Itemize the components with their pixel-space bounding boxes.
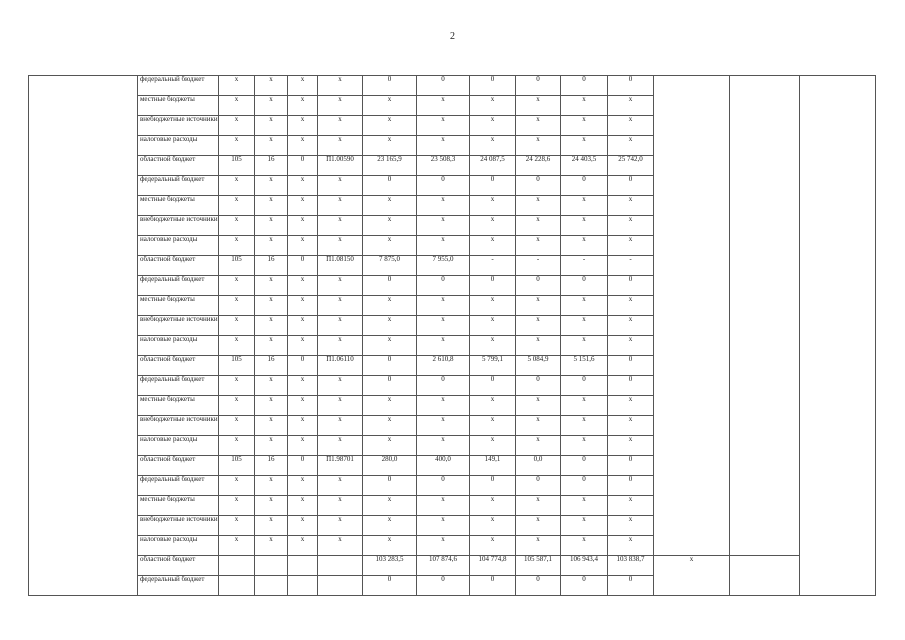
table-cell: 105 xyxy=(219,456,255,476)
table-row xyxy=(29,556,876,576)
table-cell: х xyxy=(255,196,288,216)
table-cell: х xyxy=(255,116,288,136)
table-cell: 0 xyxy=(417,176,470,196)
table-cell: х xyxy=(219,196,255,216)
table-cell: х xyxy=(470,216,516,236)
table-cell: х xyxy=(608,336,654,356)
table-cell: 105 xyxy=(219,356,255,376)
funding-source-label: областной бюджет xyxy=(138,556,219,576)
table-cell: х xyxy=(561,496,608,516)
table-cell: х xyxy=(561,296,608,316)
table-cell: х xyxy=(288,216,318,236)
funding-source-label: внебюджетные источники xyxy=(138,416,219,436)
table-cell: х xyxy=(363,336,417,356)
table-cell: 103 838,7 xyxy=(608,556,654,576)
table-cell: х xyxy=(318,236,363,256)
table-cell: П1.06110 xyxy=(318,356,363,376)
table-cell: х xyxy=(288,176,318,196)
table-cell: х xyxy=(255,516,288,536)
table-cell: х xyxy=(363,316,417,336)
table-cell: х xyxy=(219,336,255,356)
table-cell: 0 xyxy=(608,76,654,96)
table-cell: х xyxy=(255,416,288,436)
table-cell: х xyxy=(255,476,288,496)
table-cell: х xyxy=(417,196,470,216)
table-cell: 0 xyxy=(470,76,516,96)
table-cell: х xyxy=(417,216,470,236)
funding-source-label: местные бюджеты xyxy=(138,496,219,516)
table-cell: 280,0 xyxy=(363,456,417,476)
table-cell: 24 087,5 xyxy=(470,156,516,176)
table-cell: х xyxy=(255,176,288,196)
table-cell: 107 874,6 xyxy=(417,556,470,576)
funding-source-label: местные бюджеты xyxy=(138,196,219,216)
table-cell xyxy=(318,556,363,576)
table-cell: 0 xyxy=(363,356,417,376)
table-cell: х xyxy=(288,276,318,296)
table-cell: х xyxy=(318,136,363,156)
funding-source-label: внебюджетные источники xyxy=(138,116,219,136)
indicator-cell xyxy=(654,76,730,556)
table-cell: х xyxy=(516,496,561,516)
table-cell: 0 xyxy=(288,456,318,476)
table-cell: х xyxy=(516,116,561,136)
table-cell: х xyxy=(219,116,255,136)
table-cell: х xyxy=(363,116,417,136)
table-cell: х xyxy=(363,496,417,516)
table-cell: х xyxy=(318,216,363,236)
table-cell: 23 508,3 xyxy=(417,156,470,176)
table-cell: 0 xyxy=(470,176,516,196)
table-cell xyxy=(255,576,288,596)
table-cell: 0 xyxy=(470,376,516,396)
table-cell: х xyxy=(288,496,318,516)
table-cell: х xyxy=(470,516,516,536)
table-cell: х xyxy=(255,276,288,296)
table-cell: х xyxy=(219,136,255,156)
table-cell: 0 xyxy=(561,276,608,296)
table-cell: 0 xyxy=(608,576,654,596)
table-cell: х xyxy=(608,316,654,336)
funding-source-label: федеральный бюджет xyxy=(138,576,219,596)
table-cell: х xyxy=(255,336,288,356)
table-cell: х xyxy=(608,216,654,236)
table-cell: х xyxy=(288,396,318,416)
table-cell: х xyxy=(318,496,363,516)
table-cell: х xyxy=(288,416,318,436)
table-cell: х xyxy=(219,76,255,96)
table-cell: 0 xyxy=(417,76,470,96)
table-cell: 105 587,1 xyxy=(516,556,561,576)
table-cell: х xyxy=(318,176,363,196)
table-cell: х xyxy=(417,396,470,416)
table-cell: 0 xyxy=(516,176,561,196)
funding-source-label: налоговые расходы xyxy=(138,336,219,356)
table-cell: х xyxy=(288,476,318,496)
table-cell: х xyxy=(255,396,288,416)
table-cell: х xyxy=(516,516,561,536)
table-cell: х xyxy=(561,236,608,256)
table-cell: х xyxy=(417,536,470,556)
table-cell: х xyxy=(561,216,608,236)
table-cell: 0 xyxy=(608,476,654,496)
table-cell: х xyxy=(255,436,288,456)
table-cell: х xyxy=(288,536,318,556)
table-cell: х xyxy=(608,96,654,116)
table-cell: 0 xyxy=(363,276,417,296)
table-cell: 0 xyxy=(516,576,561,596)
table-cell: х xyxy=(516,416,561,436)
table-cell: х xyxy=(470,236,516,256)
table-cell: х xyxy=(318,296,363,316)
table-cell: 0 xyxy=(608,376,654,396)
table-cell: х xyxy=(363,436,417,456)
table-cell: х xyxy=(516,236,561,256)
table-cell: х xyxy=(417,136,470,156)
table-cell: 25 742,0 xyxy=(608,156,654,176)
table-cell: х xyxy=(417,296,470,316)
table-cell: х xyxy=(363,236,417,256)
table-cell: х xyxy=(470,416,516,436)
table-cell: х xyxy=(255,136,288,156)
table-cell: х xyxy=(608,496,654,516)
table-cell: х xyxy=(288,196,318,216)
funding-source-label: областной бюджет xyxy=(138,356,219,376)
table-cell: х xyxy=(470,196,516,216)
table-cell: х xyxy=(318,76,363,96)
funding-source-label: областной бюджет xyxy=(138,256,219,276)
table-cell: х xyxy=(255,376,288,396)
table-cell: - xyxy=(516,256,561,276)
table-cell: х xyxy=(288,96,318,116)
funding-source-label: местные бюджеты xyxy=(138,396,219,416)
table-cell: 0 xyxy=(561,376,608,396)
page-number: 2 xyxy=(450,31,455,42)
table-cell: х xyxy=(417,336,470,356)
table-cell: х xyxy=(417,516,470,536)
funding-source-label: налоговые расходы xyxy=(138,136,219,156)
table-cell: х xyxy=(318,316,363,336)
table-cell: х xyxy=(561,136,608,156)
table-cell: х xyxy=(363,516,417,536)
table-cell: х xyxy=(470,96,516,116)
table-cell: 0 xyxy=(608,276,654,296)
table-cell: х xyxy=(318,336,363,356)
table-cell: 105 xyxy=(219,156,255,176)
table-cell: 0 xyxy=(470,476,516,496)
table-cell: 16 xyxy=(255,456,288,476)
table-cell: 0 xyxy=(288,256,318,276)
funding-source-label: местные бюджеты xyxy=(138,96,219,116)
table-cell: 23 165,9 xyxy=(363,156,417,176)
table-cell: х xyxy=(219,476,255,496)
funding-source-label: внебюджетные источники xyxy=(138,316,219,336)
table-cell: х xyxy=(417,96,470,116)
table-cell: 24 228,6 xyxy=(516,156,561,176)
budget-table xyxy=(28,75,876,596)
table-cell: х xyxy=(363,296,417,316)
table-cell: х xyxy=(318,96,363,116)
table-cell: 0 xyxy=(561,576,608,596)
table-cell: 103 283,5 xyxy=(363,556,417,576)
table-cell: 106 943,4 xyxy=(561,556,608,576)
table-cell: х xyxy=(255,296,288,316)
table-cell: х xyxy=(417,416,470,436)
table-cell: 0 xyxy=(608,356,654,376)
table-cell: х xyxy=(608,116,654,136)
table-cell xyxy=(255,556,288,576)
table-cell: х xyxy=(363,196,417,216)
table-cell: х xyxy=(363,416,417,436)
table-cell: х xyxy=(470,296,516,316)
table-cell: х xyxy=(561,396,608,416)
table-cell: х xyxy=(288,136,318,156)
table-cell: х xyxy=(417,316,470,336)
table-cell: х xyxy=(255,316,288,336)
table-cell: 0 xyxy=(561,76,608,96)
table-cell: х xyxy=(288,76,318,96)
table-cell: х xyxy=(608,236,654,256)
funding-source-label: федеральный бюджет xyxy=(138,176,219,196)
table-cell: 0 xyxy=(417,476,470,496)
table-cell xyxy=(288,556,318,576)
funding-source-label: областной бюджет xyxy=(138,156,219,176)
table-cell: х xyxy=(363,96,417,116)
table-cell: х xyxy=(219,176,255,196)
table-cell: х xyxy=(288,516,318,536)
table-cell: х xyxy=(561,96,608,116)
indicator-cell: х xyxy=(654,556,730,596)
table-cell: х xyxy=(255,536,288,556)
table-cell: х xyxy=(516,316,561,336)
table-cell: х xyxy=(561,536,608,556)
funding-source-label: федеральный бюджет xyxy=(138,376,219,396)
table-cell: х xyxy=(363,216,417,236)
table-cell: х xyxy=(608,196,654,216)
table-cell: 0 xyxy=(417,376,470,396)
table-cell: х xyxy=(516,216,561,236)
table-cell: 0,0 xyxy=(516,456,561,476)
table-cell: х xyxy=(318,376,363,396)
funding-source-label: налоговые расходы xyxy=(138,236,219,256)
table-cell: 2 610,8 xyxy=(417,356,470,376)
table-cell: х xyxy=(417,236,470,256)
table-cell: 0 xyxy=(363,576,417,596)
table-cell: х xyxy=(608,296,654,316)
funding-source-label: местные бюджеты xyxy=(138,296,219,316)
table-cell: 0 xyxy=(561,176,608,196)
table-cell: х xyxy=(255,236,288,256)
table-cell: 149,1 xyxy=(470,456,516,476)
table-cell: 0 xyxy=(470,576,516,596)
table-cell: х xyxy=(470,116,516,136)
table-body xyxy=(29,76,876,596)
table-cell: 7 955,0 xyxy=(417,256,470,276)
table-cell: х xyxy=(255,216,288,236)
table-cell xyxy=(219,556,255,576)
table-cell: х xyxy=(318,516,363,536)
table-cell: 0 xyxy=(608,176,654,196)
table-cell: 0 xyxy=(516,476,561,496)
target-cell xyxy=(800,76,876,596)
funding-source-label: внебюджетные источники xyxy=(138,516,219,536)
table-cell: 0 xyxy=(363,76,417,96)
table-cell: х xyxy=(608,416,654,436)
table-cell: 7 875,0 xyxy=(363,256,417,276)
table-cell: х xyxy=(516,436,561,456)
table-cell: х xyxy=(219,96,255,116)
table-cell: х xyxy=(288,336,318,356)
table-cell: х xyxy=(417,496,470,516)
table-cell: х xyxy=(561,336,608,356)
funding-source-label: федеральный бюджет xyxy=(138,476,219,496)
table-cell: х xyxy=(470,336,516,356)
funding-source-label: внебюджетные источники xyxy=(138,216,219,236)
table-cell: х xyxy=(516,136,561,156)
row-group-name-cell xyxy=(29,76,138,596)
table-cell: х xyxy=(219,276,255,296)
table-cell: х xyxy=(417,116,470,136)
table-cell xyxy=(219,576,255,596)
table-cell: х xyxy=(470,136,516,156)
table-cell: - xyxy=(470,256,516,276)
table-cell: П1.08150 xyxy=(318,256,363,276)
table-cell: 0 xyxy=(363,476,417,496)
indicator-value-cell xyxy=(730,76,800,556)
table-cell: 400,0 xyxy=(417,456,470,476)
funding-source-label: федеральный бюджет xyxy=(138,276,219,296)
table-cell: х xyxy=(608,136,654,156)
table-cell: х xyxy=(470,436,516,456)
table-cell: х xyxy=(288,376,318,396)
table-cell: х xyxy=(219,296,255,316)
table-cell: - xyxy=(608,256,654,276)
table-cell: П1.00590 xyxy=(318,156,363,176)
table-cell: х xyxy=(318,116,363,136)
table-cell: х xyxy=(561,436,608,456)
table-cell: х xyxy=(516,196,561,216)
table-cell: 16 xyxy=(255,156,288,176)
table-cell: 5 084,9 xyxy=(516,356,561,376)
funding-source-label: налоговые расходы xyxy=(138,436,219,456)
table-cell: х xyxy=(363,536,417,556)
table-cell: х xyxy=(288,236,318,256)
table-cell: х xyxy=(561,316,608,336)
table-cell: 0 xyxy=(288,356,318,376)
table-cell: х xyxy=(318,396,363,416)
table-cell: х xyxy=(219,376,255,396)
table-cell: х xyxy=(561,116,608,136)
table-cell: 16 xyxy=(255,356,288,376)
table-cell: х xyxy=(288,436,318,456)
table-cell: П1.98701 xyxy=(318,456,363,476)
table-cell: х xyxy=(363,136,417,156)
table-cell: х xyxy=(516,336,561,356)
table-cell: х xyxy=(516,296,561,316)
table-cell: х xyxy=(516,96,561,116)
table-cell: х xyxy=(516,396,561,416)
table-cell: х xyxy=(318,536,363,556)
table-cell: х xyxy=(516,536,561,556)
table-cell: 0 xyxy=(516,276,561,296)
table-cell: х xyxy=(318,196,363,216)
table-cell: х xyxy=(608,516,654,536)
table-cell: х xyxy=(219,216,255,236)
table-cell: 0 xyxy=(561,456,608,476)
table-row xyxy=(29,76,876,96)
table-cell: х xyxy=(318,436,363,456)
table-cell: х xyxy=(470,396,516,416)
table-cell: х xyxy=(219,316,255,336)
table-cell: 0 xyxy=(516,76,561,96)
table-cell: х xyxy=(219,236,255,256)
table-cell: х xyxy=(318,416,363,436)
table-cell: 5 151,6 xyxy=(561,356,608,376)
indicator-value-cell xyxy=(730,556,800,596)
table-cell: х xyxy=(255,76,288,96)
table-cell: 5 799,1 xyxy=(470,356,516,376)
funding-source-label: налоговые расходы xyxy=(138,536,219,556)
table-cell: х xyxy=(219,496,255,516)
table-cell: х xyxy=(608,396,654,416)
table-cell: х xyxy=(561,196,608,216)
table-cell: х xyxy=(288,296,318,316)
table-cell: х xyxy=(219,416,255,436)
table-cell: х xyxy=(470,496,516,516)
table-cell: х xyxy=(255,96,288,116)
funding-source-label: федеральный бюджет xyxy=(138,76,219,96)
table-cell: 0 xyxy=(470,276,516,296)
table-cell xyxy=(288,576,318,596)
table-cell: 105 xyxy=(219,256,255,276)
table-cell: х xyxy=(219,396,255,416)
table-cell: х xyxy=(288,316,318,336)
table-cell: х xyxy=(417,436,470,456)
table-cell: 0 xyxy=(417,576,470,596)
table-cell: х xyxy=(255,496,288,516)
table-cell: х xyxy=(470,536,516,556)
table-cell: - xyxy=(561,256,608,276)
table-cell: х xyxy=(318,276,363,296)
table-cell: х xyxy=(608,536,654,556)
table-cell: х xyxy=(561,416,608,436)
table-cell: 0 xyxy=(516,376,561,396)
table-cell: х xyxy=(219,436,255,456)
table-cell: х xyxy=(470,316,516,336)
table-cell: 0 xyxy=(608,456,654,476)
table-cell: х xyxy=(219,536,255,556)
table-cell: х xyxy=(219,516,255,536)
table-cell: 0 xyxy=(417,276,470,296)
table-cell xyxy=(318,576,363,596)
funding-source-label: областной бюджет xyxy=(138,456,219,476)
table-cell: 0 xyxy=(288,156,318,176)
table-cell: 0 xyxy=(363,376,417,396)
table-cell: х xyxy=(561,516,608,536)
table-cell: 24 403,5 xyxy=(561,156,608,176)
table-cell: 16 xyxy=(255,256,288,276)
table-cell: х xyxy=(318,476,363,496)
table-cell: х xyxy=(363,396,417,416)
table-cell: х xyxy=(288,116,318,136)
table-cell: 0 xyxy=(363,176,417,196)
table-cell: 0 xyxy=(561,476,608,496)
table-cell: х xyxy=(608,436,654,456)
table-cell: 104 774,8 xyxy=(470,556,516,576)
